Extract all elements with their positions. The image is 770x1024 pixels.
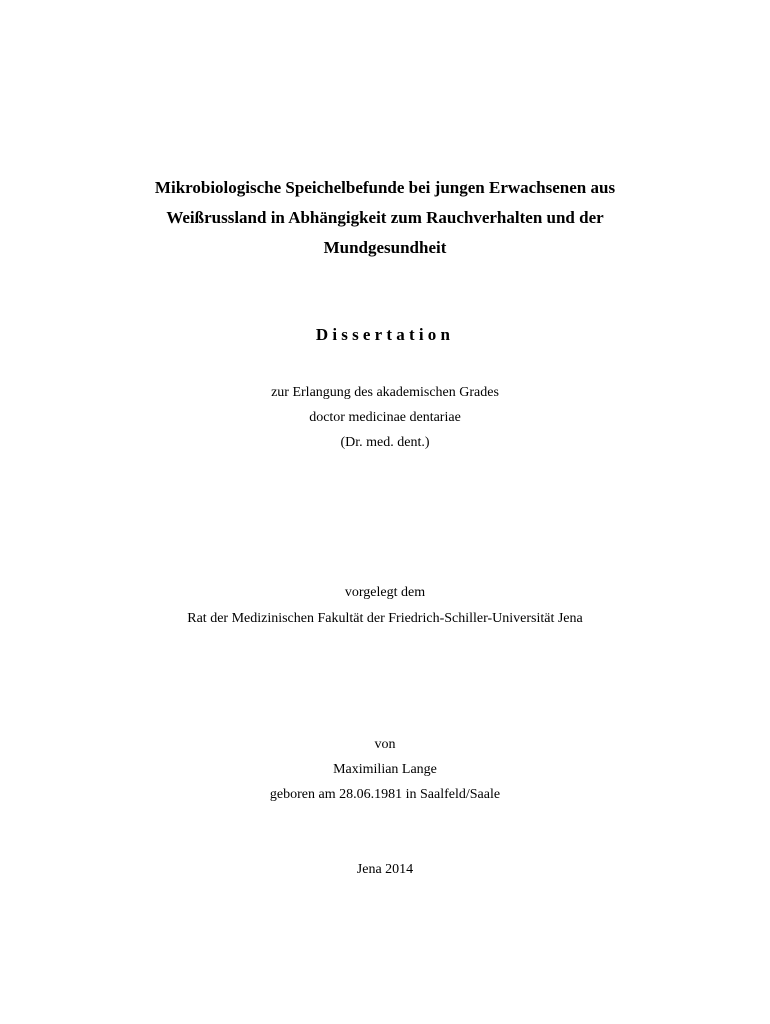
presented-to: vorgelegt dem <box>344 585 426 600</box>
document-type: Dissertation <box>315 325 455 344</box>
author-birth: geboren am 28.06.1981 in Saalfeld/Saale <box>269 787 501 802</box>
degree-name: doctor medicinae dentariae <box>309 410 461 425</box>
thesis-title-line-1: Mikrobiologische Speichelbefunde bei jungen Erwachsenen aus <box>154 178 616 197</box>
institution: Rat der Medizinischen Fakultät der Friedrich-Schiller-Universität Jena <box>187 611 583 626</box>
degree-abbreviation: (Dr. med. dent.) <box>340 435 430 450</box>
thesis-title-line-3: Mundgesundheit <box>323 238 447 257</box>
place-year: Jena 2014 <box>356 862 414 877</box>
author-by: von <box>374 737 396 752</box>
thesis-title-line-2: Weißrussland in Abhängigkeit zum Rauchverhalten und der <box>166 208 604 227</box>
degree-purpose: zur Erlangung des akademischen Grades <box>271 385 499 400</box>
author-name: Maximilian Lange <box>333 762 437 777</box>
